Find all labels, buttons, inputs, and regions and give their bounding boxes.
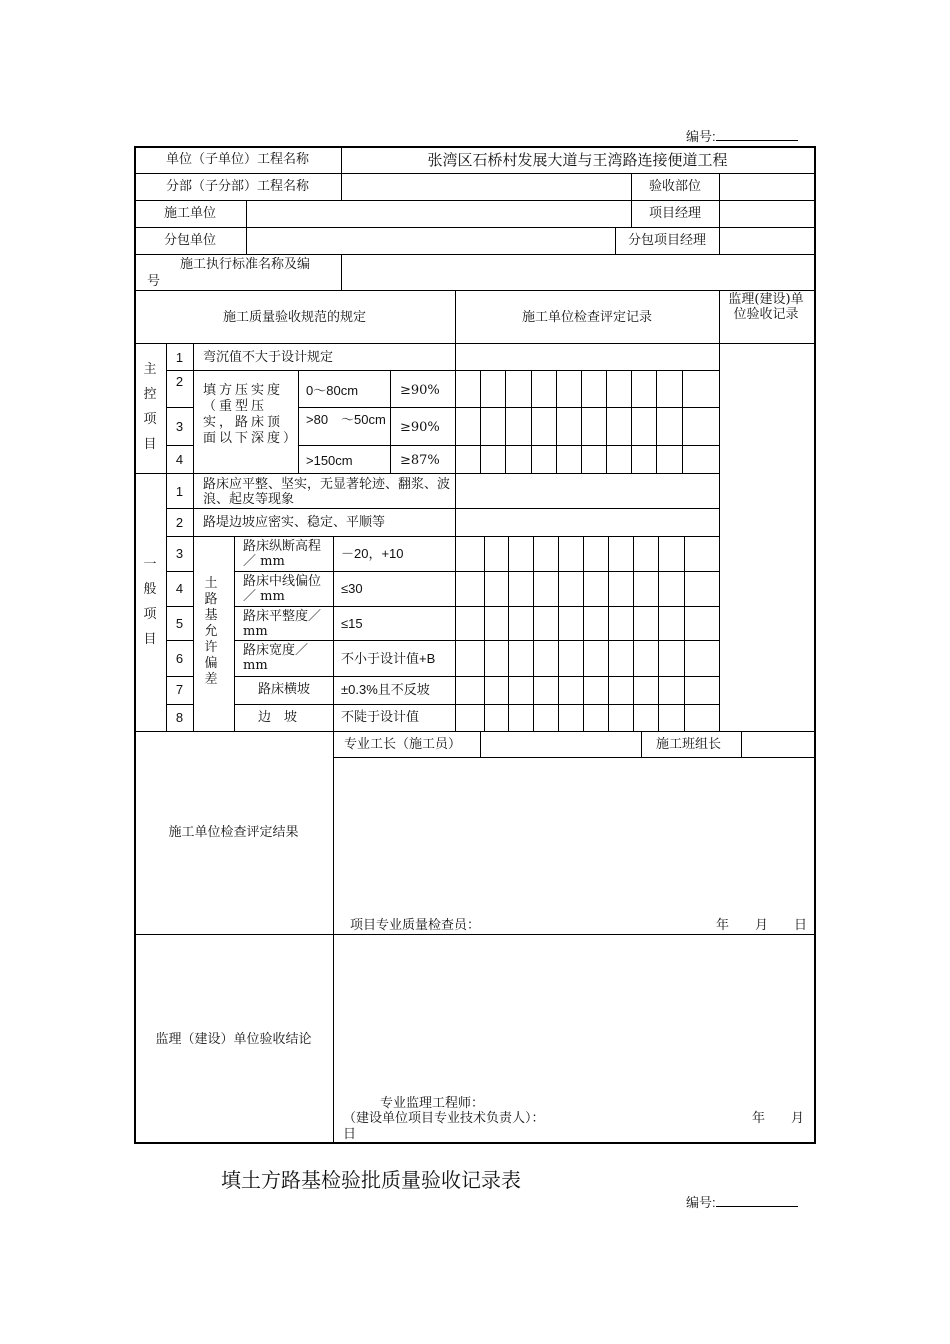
result-label: 施工单位检查评定结果 xyxy=(168,825,299,840)
subcontract-manager-label: 分包项目经理 xyxy=(627,233,706,248)
main-row-2-no: 2 xyxy=(175,374,184,389)
gen-row-4-no: 4 xyxy=(175,581,184,596)
inspector-label: 项目专业质量检查员： xyxy=(350,918,481,933)
gen-row-3-req: －20，+10 xyxy=(341,546,404,561)
gen-row-7-no: 7 xyxy=(175,682,184,697)
main-row-4-req: ≥87% xyxy=(400,453,440,468)
gen-row-8-no: 8 xyxy=(175,710,184,725)
gen-row-5-no: 5 xyxy=(175,616,184,631)
number-label-bottom: 编号: xyxy=(686,1194,798,1210)
subcontract-unit-label: 分包单位 xyxy=(163,233,216,248)
gen-row-6-item: 路床宽度／ mm xyxy=(243,643,309,673)
supervision-label: 监理(建设)单位验收记录 xyxy=(728,292,804,322)
conclusion-label: 监理（建设）单位验收结论 xyxy=(155,1032,312,1047)
owner-label: （建设单位项目专业技术负责人）： xyxy=(343,1111,545,1126)
number-label: 编号: xyxy=(686,128,798,144)
deviation-label: 土路基允许偏差 xyxy=(204,576,218,687)
gen-row-1-text: 路床应平整、坚实，无显著轮迹、翻浆、波浪、起皮等现象 xyxy=(203,477,451,507)
spec-label: 施工质量验收规范的规定 xyxy=(222,310,366,325)
compaction-label: 填方压实度（重型压实，路床顶面以下深度） xyxy=(203,383,300,446)
main-row-3-range: >80 ～50cm xyxy=(306,412,386,427)
standard-label-cont: 号 xyxy=(147,274,161,289)
gen-row-3-item: 路床纵断高程／ mm xyxy=(243,539,322,569)
engineer-label: 专业监理工程师： xyxy=(380,1096,485,1111)
main-row-1-text: 弯沉值不大于设计规定 xyxy=(203,350,334,365)
accept-part-label: 验收部位 xyxy=(648,179,701,194)
gen-row-6-req: 不小于设计值+B xyxy=(341,651,436,666)
main-row-1-no: 1 xyxy=(175,350,184,365)
team-leader-label: 施工班组长 xyxy=(656,737,722,752)
gen-row-8-item: 边 坡 xyxy=(258,710,298,725)
gen-row-7-req: ±0.3%且不反坡 xyxy=(341,682,430,697)
subunit-name-label: 分部（子分部）工程名称 xyxy=(165,179,309,194)
record-label: 施工单位检查评定记录 xyxy=(521,310,652,325)
gen-row-2-text: 路堤边坡应密实、稳定、平顺等 xyxy=(203,515,386,530)
gen-row-4-item: 路床中线偏位／ mm xyxy=(243,574,322,604)
main-row-2-req: ≥90% xyxy=(400,383,440,398)
gen-row-4-req: ≤30 xyxy=(341,581,363,596)
form-title: 填土方路基检验批质量验收记录表 xyxy=(221,1168,521,1192)
construction-unit-label: 施工单位 xyxy=(163,206,216,221)
main-row-4-no: 4 xyxy=(175,452,184,467)
gen-row-5-item: 路床平整度／ mm xyxy=(243,609,322,639)
main-row-3-no: 3 xyxy=(175,419,184,434)
gen-row-7-item: 路床横坡 xyxy=(258,682,311,697)
general-items-label: 一般项目 xyxy=(143,557,157,647)
gen-row-3-no: 3 xyxy=(175,546,184,561)
project-name: 张湾区石桥村发展大道与王湾路连接便道工程 xyxy=(427,151,728,169)
main-row-4-range: >150cm xyxy=(306,453,353,468)
main-row-2-range: 0～80cm xyxy=(306,383,359,398)
date-label-2: 年 月 xyxy=(752,1111,805,1126)
standard-label: 施工执行标准名称及编 xyxy=(180,257,311,272)
gen-row-8-req: 不陡于设计值 xyxy=(341,710,420,725)
foreman-label: 专业工长（施工员） xyxy=(344,737,462,752)
project-manager-label: 项目经理 xyxy=(648,206,701,221)
gen-row-1-no: 1 xyxy=(175,484,184,499)
main-items-label: 主控项目 xyxy=(143,362,157,452)
gen-row-2-no: 2 xyxy=(175,515,184,530)
gen-row-6-no: 6 xyxy=(175,651,184,666)
date-label: 年 月 日 xyxy=(716,918,808,933)
main-row-3-req: ≥90% xyxy=(400,420,440,435)
gen-row-5-req: ≤15 xyxy=(341,616,363,631)
unit-name-label: 单位（子单位）工程名称 xyxy=(165,152,309,167)
day-label: 日 xyxy=(343,1127,357,1142)
